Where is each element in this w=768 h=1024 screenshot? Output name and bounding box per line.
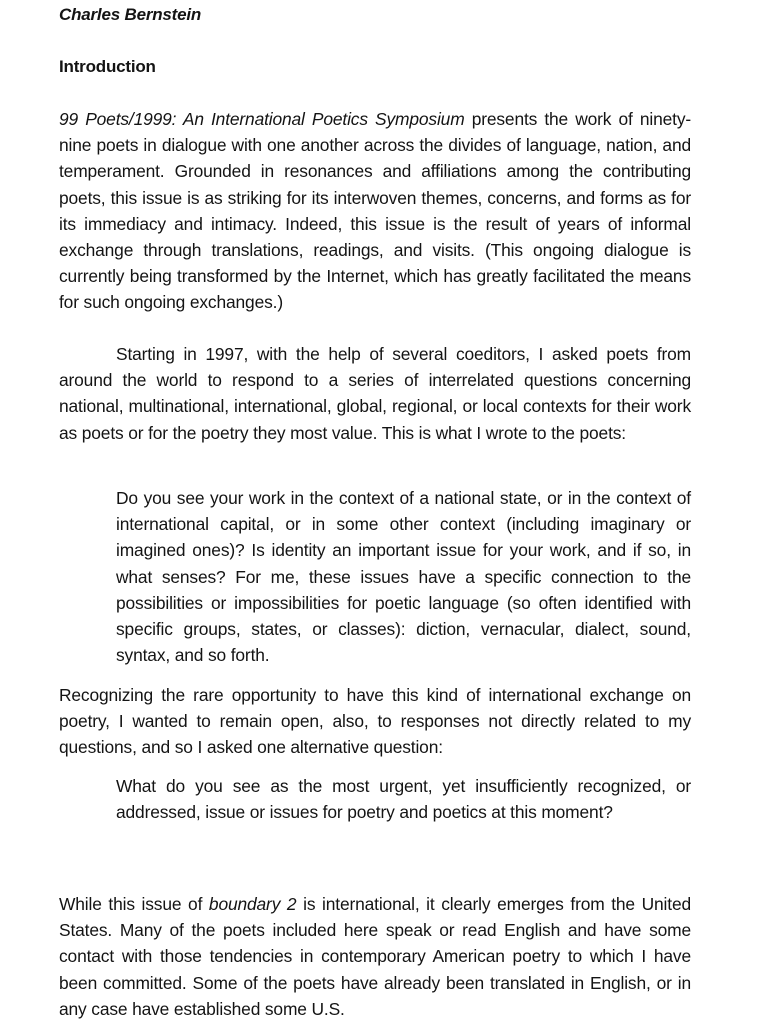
- block-quote-alternative: What do you see as the most urgent, yet insufficiently recognized, or addressed, issue or issues for poetry and poetics at this moment?: [116, 776, 691, 823]
- paragraph-alternative: Recognizing the rare opportunity to have this kind of international exchange on poetry, I wanted to remain open, also, to responses not directly related to my questions, and so I asked one alternative question:: [59, 685, 691, 758]
- journal-title: boundary 2: [208, 894, 297, 914]
- section-heading: Introduction: [59, 57, 156, 76]
- block-quote-questions: Do you see your work in the context of a national state, or in the context of international capital, or in some other context (including imaginary or imagined ones)? Is identity an important issue for your work, and if so, in what senses? For me, these issues have a specific connection to the possibilities or impossibilities for poetic language (so often identified with specific groups, states, or classes): diction, vernacular, dialect, sound, syntax, and so forth.: [116, 488, 691, 666]
- paragraph-intro-text: presents the work of ninety-nine poets in dialogue with one another across the divides of language, nation, and temperament. Grounded in resonances and affiliations among the contributing poets, this issue is as striking for its interwoven themes, concerns, and forms as for its immediacy and intimacy. Indeed, this issue is the result of years of informal exchange through translations, readings, and visits. (This ongoing dialogue is currently being transformed by the Internet, which has greatly facilitated the means for such ongoing exchanges.): [59, 109, 692, 313]
- paragraph-boundary-text: is international, it clearly emerges from the United States. Many of the poets included here speak or read English and have some contact with those tendencies in contemporary American poetry to which I have been committed. Some of the poets have already been translated in English, or in any case have established some U.S.: [59, 894, 691, 1019]
- paragraph-intro: [59, 106, 691, 316]
- paragraph-questions: Starting in 1997, with the help of several coeditors, I asked poets from around the world to respond to a series of interrelated questions concerning national, multinational, international, global, regional, or local contexts for their work as poets or for the poetry they most value. This is what I wrote to the poets:: [59, 344, 691, 443]
- author-name: Charles Bernstein: [59, 5, 202, 24]
- symposium-title: 99 Poets/1999: An International Poetics Symposium: [59, 109, 465, 129]
- paragraph-boundary-lead: While this issue of: [59, 894, 209, 914]
- paragraph-boundary: [59, 891, 691, 1022]
